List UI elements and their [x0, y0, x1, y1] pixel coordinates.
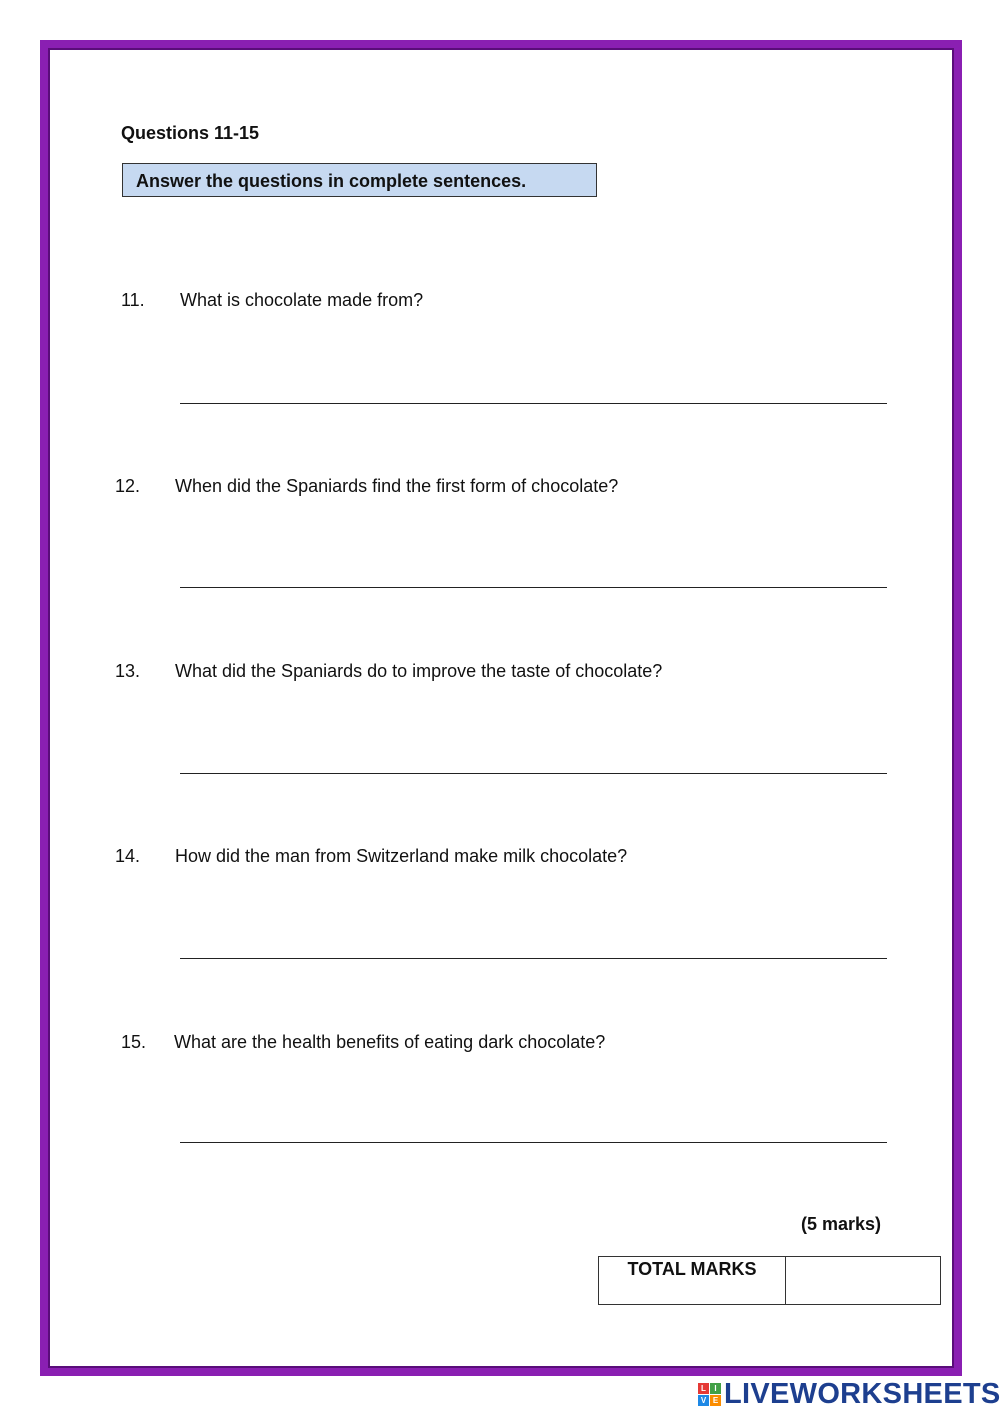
- question-text: What are the health benefits of eating dark chocolate?: [174, 1032, 606, 1052]
- answer-line[interactable]: [180, 1142, 887, 1143]
- question-number: 11.: [121, 290, 145, 310]
- answer-line[interactable]: [180, 958, 887, 959]
- question-text: What did the Spaniards do to improve the taste of chocolate?: [175, 661, 663, 681]
- question-text: When did the Spaniards find the first form of chocolate?: [175, 476, 619, 496]
- question-text: How did the man from Switzerland make milk chocolate?: [175, 846, 628, 866]
- liveworksheets-logo: [698, 1378, 1000, 1410]
- answer-line[interactable]: [180, 773, 887, 774]
- section-title: Questions 11-15: [121, 123, 260, 143]
- total-marks-value[interactable]: [786, 1257, 941, 1305]
- question-text: What is chocolate made from?: [180, 290, 424, 310]
- question-number: 14.: [115, 846, 141, 866]
- question-number: 13.: [115, 661, 141, 681]
- answer-line[interactable]: [180, 587, 887, 588]
- logo-icon: L I V E: [698, 1383, 721, 1406]
- question-number: 15.: [121, 1032, 147, 1052]
- logo-text: LIVEWORKSHEETS: [724, 1377, 1000, 1410]
- page-border: [40, 40, 962, 1376]
- instruction-box: Answer the questions in complete sentences.: [122, 163, 597, 197]
- question-number: 12.: [115, 476, 141, 496]
- total-marks-table: [598, 1256, 941, 1305]
- total-marks-label: TOTAL MARKS: [599, 1257, 786, 1305]
- answer-line[interactable]: [180, 403, 887, 404]
- marks-note: (5 marks): [801, 1214, 882, 1234]
